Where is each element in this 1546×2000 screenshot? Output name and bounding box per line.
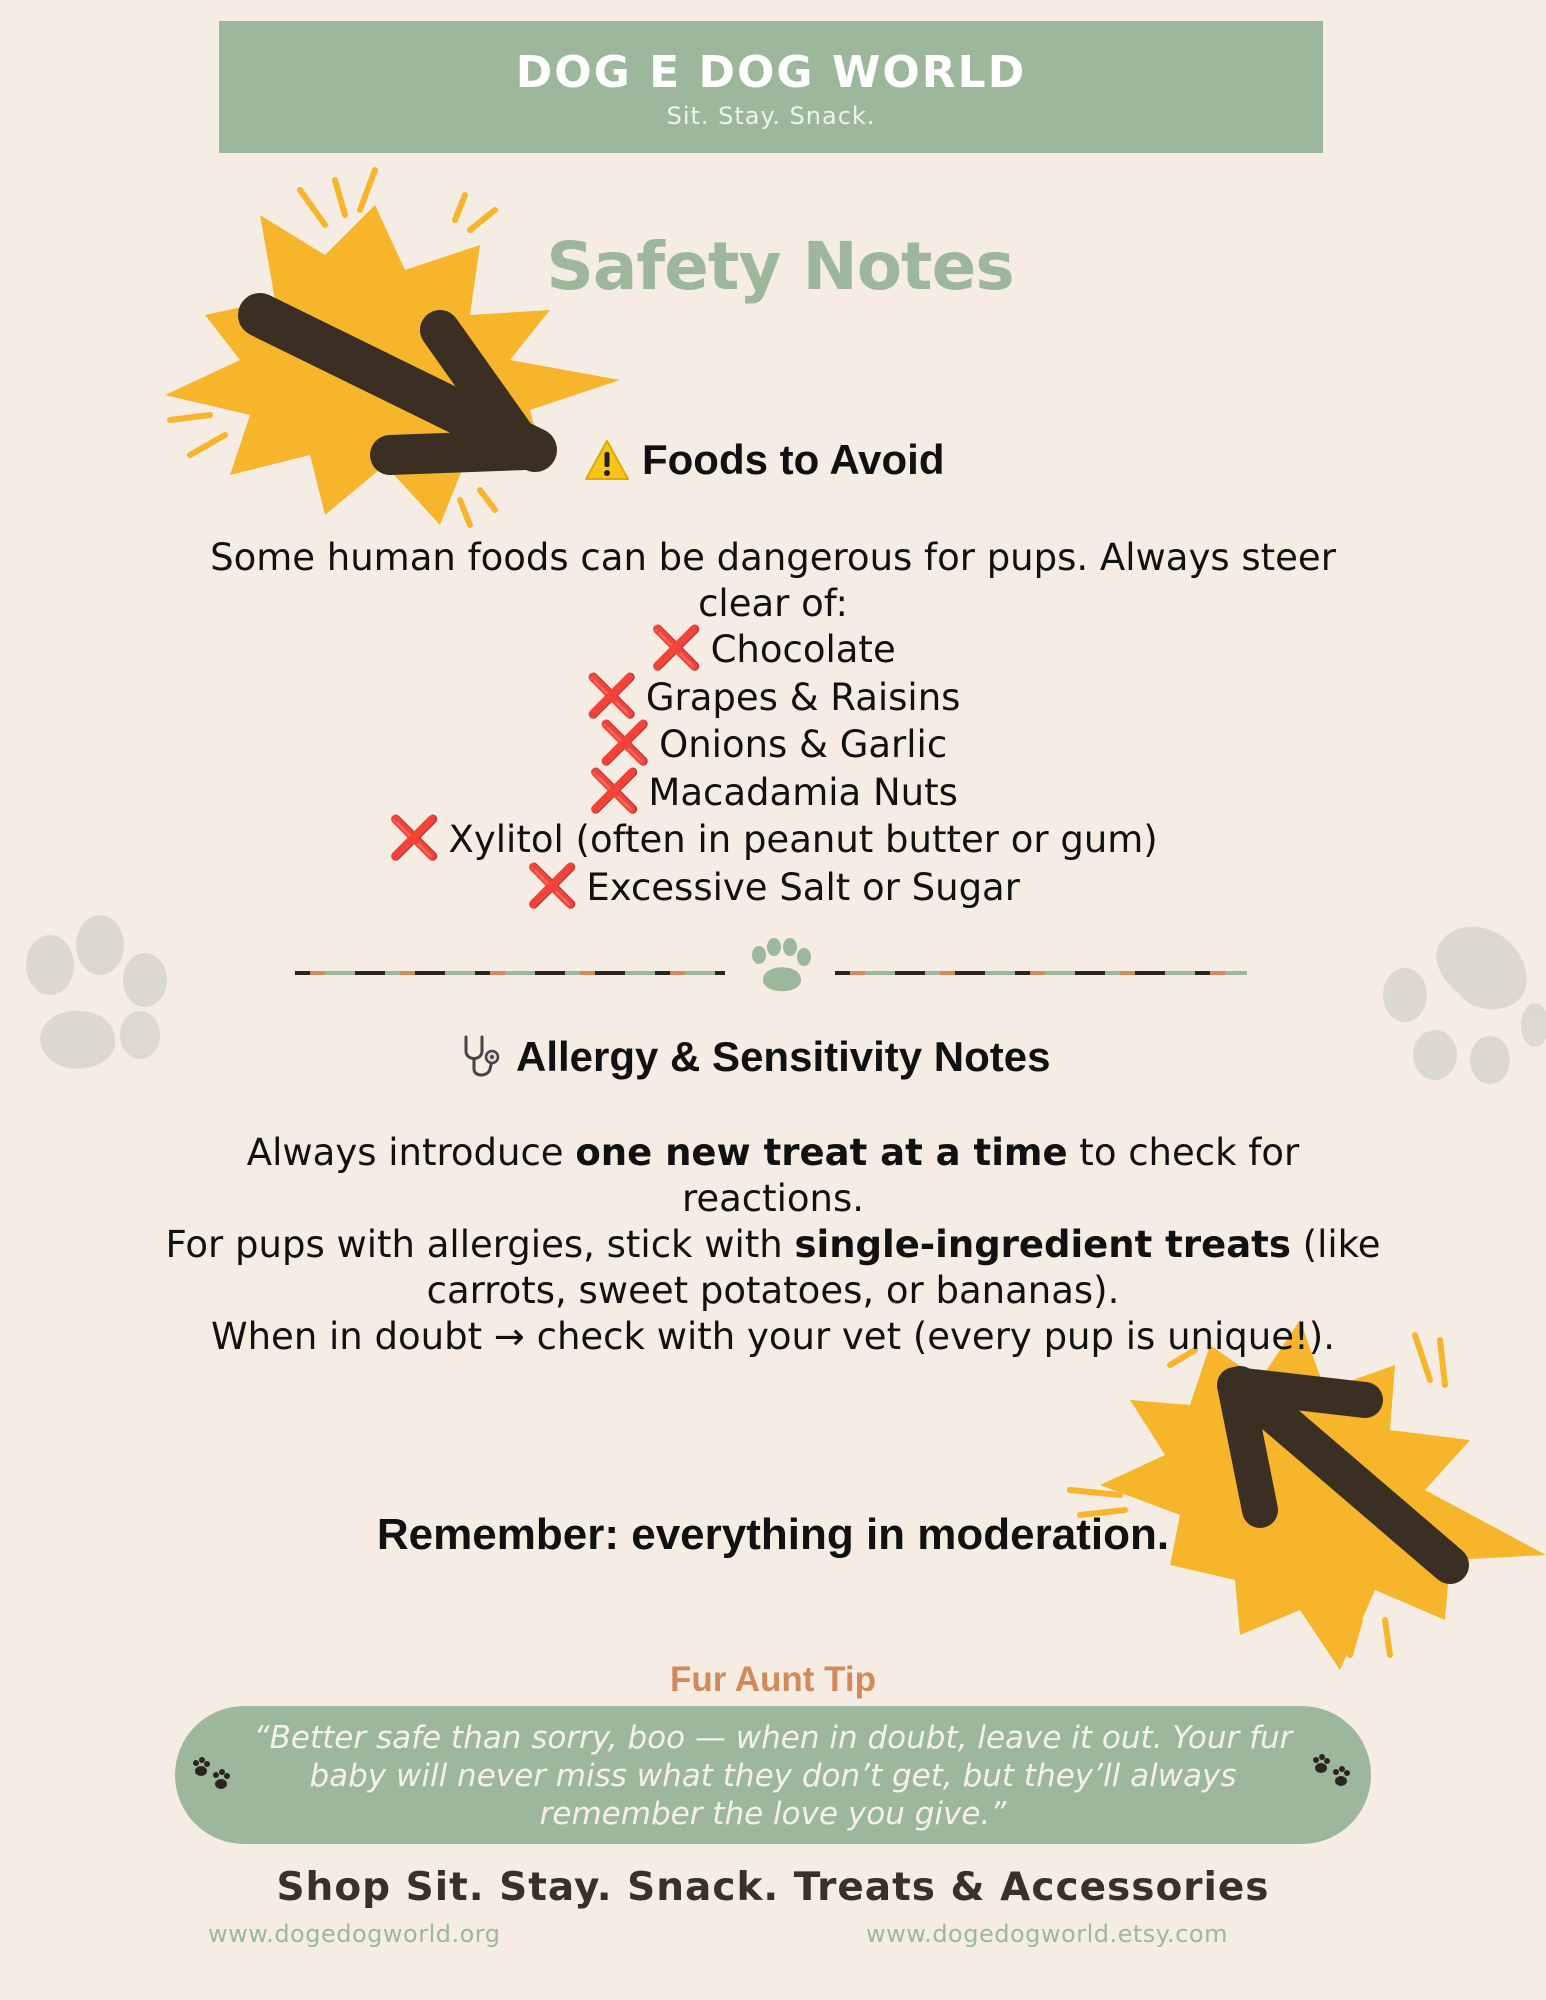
paw-print-decoration-left — [10, 905, 180, 1085]
allergy-line-1: Always introduce one new treat at a time to check for reactions. — [246, 1131, 1300, 1220]
cross-icon: ❌ — [526, 860, 579, 910]
brand-title: DOG E DOG WORLD — [515, 47, 1027, 98]
warning-icon — [584, 439, 630, 481]
allergy-body-text — [150, 1130, 1396, 1360]
foods-intro-text: Some human foods can be dangerous for pups. Always steer clear of: — [210, 536, 1336, 625]
cross-icon: ❌ — [598, 718, 652, 767]
brand-tagline: Sit. Stay. Snack. — [666, 102, 876, 130]
avoid-food-list — [170, 625, 1376, 910]
cross-icon: ❌ — [650, 623, 703, 672]
section-divider — [295, 935, 1247, 1005]
foods-to-avoid-heading — [584, 436, 945, 484]
allergy-line-3: When in doubt → check with your vet (every pup is unique!). — [211, 1315, 1335, 1358]
stethoscope-icon — [458, 1033, 504, 1081]
list-item: ❌ Xylitol (often in peanut butter or gum) — [388, 813, 1158, 862]
list-item: ❌ Chocolate — [650, 623, 896, 672]
list-item: ❌ Excessive Salt or Sugar — [526, 860, 1020, 910]
website-link[interactable]: www.dogedogworld.org — [208, 1920, 501, 1948]
list-item: ❌ Onions & Garlic — [598, 718, 948, 767]
allergy-heading — [458, 1033, 1051, 1081]
page-title: Safety Notes — [546, 228, 1014, 305]
header-banner — [219, 21, 1323, 153]
paw-print-decoration-right — [1375, 915, 1546, 1090]
foods-heading-label: Foods to Avoid — [642, 436, 945, 483]
tip-label: Fur Aunt Tip — [669, 1660, 877, 1699]
tip-quote-text: “Better safe than sorry, boo — when in doubt, leave it out. Your fur baby will never miss what they don’t get, but they’ll always remember the love you give.” — [253, 1720, 1293, 1832]
etsy-link[interactable]: www.dogedogworld.etsy.com — [866, 1920, 1228, 1948]
cross-icon: ❌ — [585, 670, 638, 720]
starburst-arrow-down-right-icon — [150, 165, 630, 545]
shop-callout: Shop Sit. Stay. Snack. Treats & Accessories — [276, 1865, 1270, 1910]
list-item: ❌ Macadamia Nuts — [588, 765, 958, 815]
allergy-heading-label: Allergy & Sensitivity Notes — [516, 1033, 1051, 1080]
cross-icon: ❌ — [388, 813, 441, 862]
list-item: ❌ Grapes & Raisins — [585, 670, 961, 720]
cross-icon: ❌ — [588, 765, 641, 815]
remember-note: Remember: everything in moderation. — [376, 1510, 1170, 1559]
allergy-line-2: For pups with allergies, stick with single-ingredient treats (like carrots, sweet potatoes, or bananas). — [165, 1223, 1381, 1312]
